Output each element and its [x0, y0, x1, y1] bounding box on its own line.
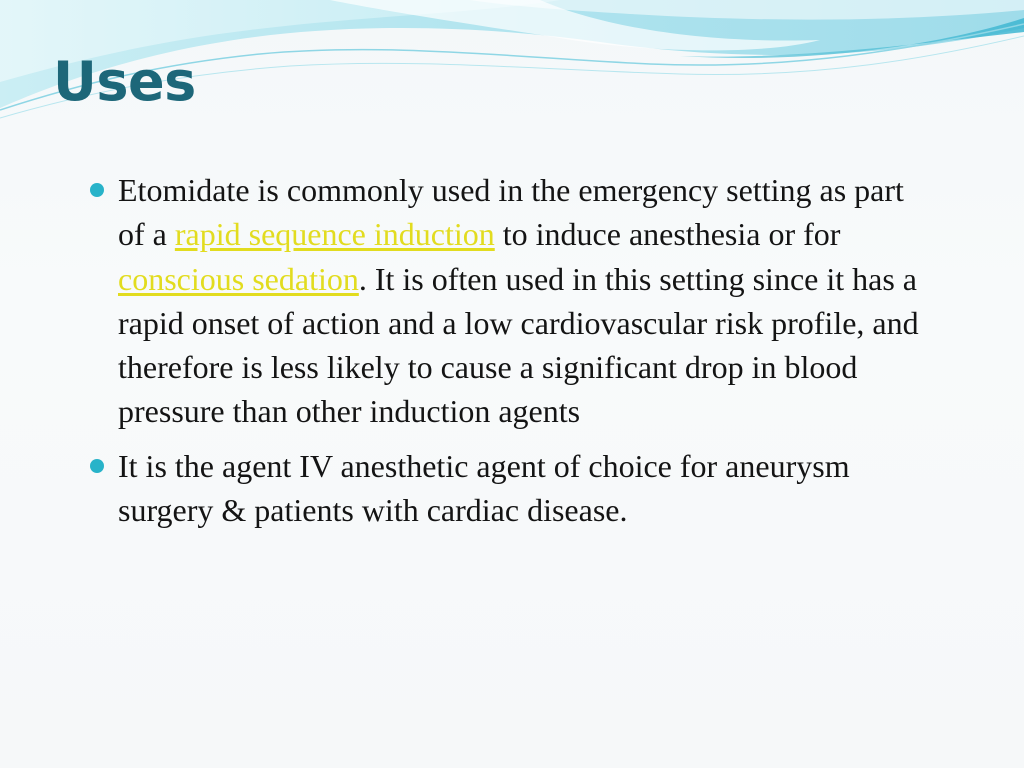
bullet-item	[118, 444, 938, 533]
bullet-text: to induce anesthesia or for	[494, 216, 841, 253]
bullet-item	[118, 168, 938, 434]
bullet-list	[118, 168, 938, 532]
bullet-dot-icon	[90, 183, 104, 197]
slide-title: Uses	[53, 50, 196, 113]
bullet-dot-icon	[90, 459, 104, 473]
bullet-text: . It is often used in this setting since it has a rapid onset of action and a low cardiovascular risk profile, and therefore is less likely to cause a significant drop in blood pressure than other induction agents	[118, 260, 919, 430]
bullet-text: Etomidate is commonly used in the emergency setting as part of a	[118, 172, 904, 253]
rapid-sequence-induction-link[interactable]: rapid sequence induction	[174, 216, 495, 253]
bullet-text: It is the agent IV anesthetic agent of choice for aneurysm surgery & patients with cardiac disease.	[118, 447, 850, 529]
conscious-sedation-link[interactable]: conscious sedation	[118, 260, 359, 297]
